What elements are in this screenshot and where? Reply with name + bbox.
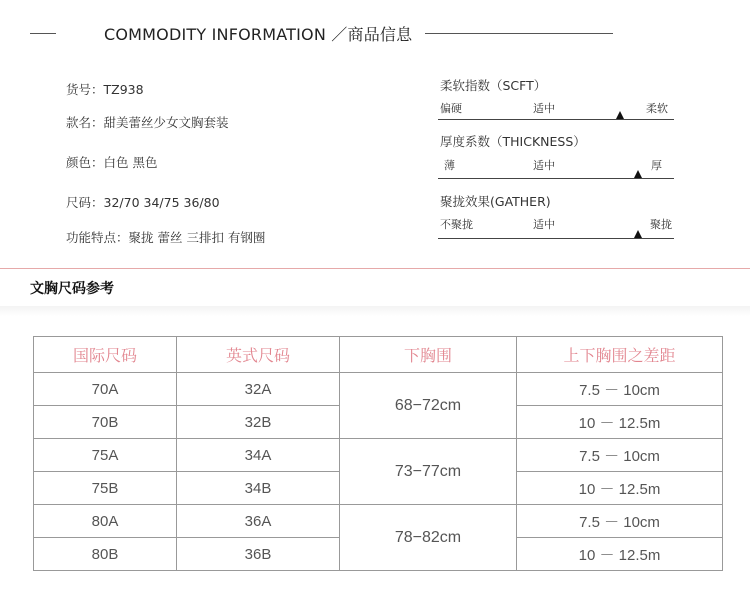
cell-intl-size: 80A	[34, 505, 177, 538]
size-table-header-row	[34, 337, 723, 373]
size-table	[33, 336, 723, 571]
cell-intl-size: 80B	[34, 538, 177, 571]
thickness-right-label: 厚	[651, 159, 662, 172]
cell-intl-size: 75A	[34, 439, 177, 472]
cell-uk-size: 34B	[177, 472, 340, 505]
cell-uk-size: 32B	[177, 406, 340, 439]
header-rule-left	[30, 33, 56, 34]
header-bust-difference: 上下胸围之差距	[517, 337, 723, 373]
size-reference-band	[0, 268, 750, 308]
cell-bust-difference: 7.5 － 10cm	[517, 373, 723, 406]
cell-bust-difference: 7.5 － 10cm	[517, 439, 723, 472]
cell-intl-size: 75B	[34, 472, 177, 505]
table-row	[34, 505, 723, 538]
cell-intl-size: 70A	[34, 373, 177, 406]
cell-intl-size: 70B	[34, 406, 177, 439]
thickness-left-label: 薄	[444, 159, 455, 172]
thickness-middle-label: 适中	[533, 159, 555, 172]
gather-scale-line	[438, 238, 674, 239]
table-row	[34, 439, 723, 472]
header-uk-size: 英式尺码	[177, 337, 340, 373]
thickness-title: 厚度系数（THICKNESS）	[440, 134, 586, 149]
cell-bust-difference: 10 － 12.5m	[517, 538, 723, 571]
header-underbust: 下胸围	[340, 337, 517, 373]
gather-marker-icon	[634, 230, 642, 238]
softness-right-label: 柔软	[646, 102, 668, 115]
cell-underbust: 73−77cm	[340, 439, 517, 505]
info-features: 功能特点：聚拢 蕾丝 三排扣 有钢圈	[66, 230, 266, 245]
cell-underbust: 78−82cm	[340, 505, 517, 571]
cell-uk-size: 36B	[177, 538, 340, 571]
gather-right-label: 聚拢	[650, 218, 672, 231]
cell-uk-size: 32A	[177, 373, 340, 406]
band-shadow	[0, 306, 750, 316]
header-rule-right	[425, 33, 613, 34]
cell-uk-size: 36A	[177, 505, 340, 538]
cell-bust-difference: 10 － 12.5m	[517, 472, 723, 505]
info-item-no: 货号：TZ938	[66, 82, 144, 97]
info-colors: 颜色：白色 黑色	[66, 155, 158, 170]
softness-title: 柔软指数（SCFT）	[440, 78, 547, 93]
softness-left-label: 偏硬	[440, 102, 462, 115]
cell-uk-size: 34A	[177, 439, 340, 472]
header-title: COMMODITY INFORMATION ／商品信息	[104, 25, 413, 44]
info-sizes: 尺码：32/70 34/75 36/80	[66, 195, 220, 210]
cell-underbust: 68−72cm	[340, 373, 517, 439]
info-style-name: 款名：甜美蕾丝少女文胸套装	[66, 115, 229, 130]
cell-bust-difference: 7.5 － 10cm	[517, 505, 723, 538]
softness-marker-icon	[616, 111, 624, 119]
table-row	[34, 373, 723, 406]
header-intl-size: 国际尺码	[34, 337, 177, 373]
cell-bust-difference: 10 － 12.5m	[517, 406, 723, 439]
gather-middle-label: 适中	[533, 218, 555, 231]
thickness-marker-icon	[634, 170, 642, 178]
softness-scale-line	[438, 119, 674, 120]
softness-middle-label: 适中	[533, 102, 555, 115]
thickness-scale-line	[438, 178, 674, 179]
gather-title: 聚拢效果(GATHER)	[440, 194, 551, 209]
gather-left-label: 不聚拢	[440, 218, 473, 231]
size-reference-title: 文胸尺码参考	[30, 281, 114, 297]
